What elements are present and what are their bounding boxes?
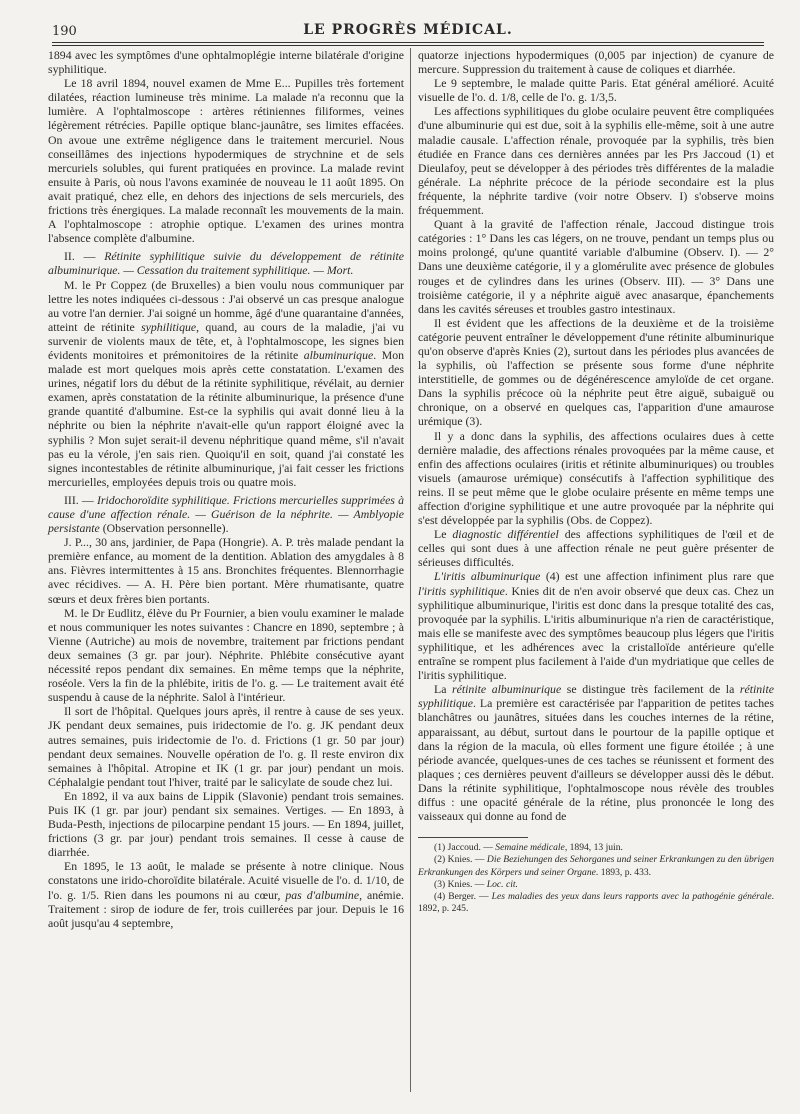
section-title: Iridochoroïdite syphilitique. Frictions mercurielles supprimées à cause d'une affection rénale. — Guérison de la néphrite. — Amblyopie persistante — [48, 492, 404, 536]
header-rule-double — [52, 45, 764, 46]
left-column — [48, 48, 404, 930]
section-title-tail: (Observation personnelle). — [99, 521, 229, 536]
paragraph: Le 18 avril 1894, nouvel examen de Mme E... Pupilles très fortement dilatées, réaction lumineuse très minime. La malade n'a reconnu que la lumière. A l'ophtalmoscope : artères rétiniennes filiformes, veines légèrement rétrécies. Papille optique blanc-jaunâtre, ses limites effacées. On avoue une extrême négligence dans le traitement mercuriel. Nous conseillâmes des injections hypodermiques de strychnine et de sels mercuriels solubles, qui furent pratiquées en province. La malade revint ensuite à Paris, où nous l'avons examinée de nouveau le 11 août 1895. On avait pratiqué, chez elle, en dehors des injections de sels mercuriels, des frictions très énergiques. La malade reconnaît les mouvements de la main. A l'ophtalmoscope : atrophie optique. L'examen des urines montra l'absence complète d'albumine. — [48, 76, 404, 246]
footnote: (3) Knies. — Loc. cit. — [434, 878, 518, 890]
paragraph: Les affections syphilitiques du globe oculaire peuvent être compliquées d'une albuminurie qui est due, soit à la syphilis elle-même, soit à une autre maladie causale. L'affection rénale, provoquée par la syphilis, très bien étudiée en France dans ces dernières années par les Prs Jaccoud (1) et Dieulafoy, peut se développer à des périodes très différentes de la maladie générale. La néphrite précoce de la période secondaire est la plus fréquente, la néphrite tardive (voir notre Observ. I) s'observe moins fréquemment. — [418, 104, 774, 218]
paragraph: La rétinite albuminurique se distingue très facilement de la rétinite syphilitique. La première est caractérisée par l'apparition de petites taches blanchâtres ou jaunâtres, situées dans les couches internes de la rétine, apparaissant, au début, surtout dans le pourtour de la papille optique et dans la région de la macula, où elles forment une figure étoilée ; à une période avancée, quelques-unes de ces taches se réunissent et forment des plaques ; ces dernières peuvent d'ailleurs se développer aussi dès le début. Dans la rétinite syphilitique, l'ophtalmoscope nous révèle des troubles diffus : une opacité générale de la rétine, plus prononcée le long des vaisseaux qui donne au fond de — [418, 682, 774, 824]
page-number: 190 — [52, 24, 77, 39]
paragraph: L'iritis albuminurique (4) est une affection infiniment plus rare que l'iritis syphilitique. Knies dit de n'en avoir observé que deux cas. Chez un syphilitique albuminurique, l'iritis est donc dans la presque totalité des cas, provoquée par la syphilis. L'iritis albuminurique n'a rien de caractéristique, mais elle se manifeste avec des symptômes beaucoup plus légers que l'iritis syphilitique, et les adhérences avec la cristalloïde antérieure qu'elle entraîne se rompent plus facilement à l'aide d'un mydriatique que celles de l'iritis syphilitique. — [418, 569, 774, 683]
paragraph: Le 9 septembre, le malade quitte Paris. Etat général amélioré. Acuité visuelle de l'o. d. 1/8, celle de l'o. g. 1/3,5. — [418, 76, 774, 105]
right-column — [418, 48, 774, 915]
footnote: (4) Berger. — Les maladies des yeux dans leurs rapports avec la pathogénie générale. 1892, p. 245. — [418, 890, 775, 915]
paragraph: En 1892, il va aux bains de Lippik (Slavonie) pendant trois semaines. Puis IK (1 gr. par jour) pendant six semaines. Vertiges. — En 1893, à Buda-Pesth, injections de pilocarpine pendant 15 jours. — En 1894, juillet, frictions (3 gr. par jour) pendant trois semaines. Il cesse à cause de diarrhée. — [48, 788, 404, 860]
paragraph: quatorze injections hypodermiques (0,005 par injection) de cyanure de mercure. Suppression du traitement à cause de coliques et diarrhée. — [418, 48, 774, 77]
column-divider — [410, 48, 411, 1092]
paragraph: Il sort de l'hôpital. Quelques jours après, il rentre à cause de ses yeux. JK pendant deux semaines, puis iridectomie de l'o. g. JK pendant deux autres semaines, puis iridectomie de l'o. d. Frictions (1 gr. 50 par jour) pendant deux semaines. Nouvelle opération de l'o. g. Il reste environ dix semaines à l'hôpital. Atropine et IK (1 gr. par jour) pendant un mois. Céphalalgie pendant tout l'hiver, traité par le salicylate de soude chez lui. — [48, 704, 404, 789]
section-number: II. — — [64, 249, 105, 264]
page-header — [52, 22, 764, 44]
paragraph: Il est évident que les affections de la deuxième et de la troisième catégorie peuvent entraîner le développement d'une rétinite albuminurique qu'on observe d'après Knies (2), surtout dans les périodes plus avancées de la syphilis, où l'affection se présente sous forme d'une néphrite interstitielle, de gommes ou de dégénérescence amyloïde de cet organe. Dans la syphilis précoce où la néphrite peut être aiguë, subaiguë ou chronique, on a observé en quelques cas, l'apparition d'une amaurose urémique (3). — [418, 315, 774, 429]
header-rule — [52, 42, 764, 43]
paragraph: Le diagnostic différentiel des affections syphilitiques de l'œil et de celles qui sont dues à une affection rénale ne peut guère présenter de sérieuses difficultés. — [418, 527, 774, 570]
section-heading-iii — [48, 493, 404, 535]
paragraph: M. le Pr Coppez (de Bruxelles) a bien voulu nous communiquer par lettre les notes indiquées ci-dessous : J'ai observé un cas presque analogue au votre l'an dernier. J'ai soigné un homme, âgé d'une quarantaine d'années, atteint de rétinite syphilitique, quand, au cours de la maladie, j'ai vu survenir de violents maux de tête, et, à l'ophtalmoscope, les signes bien évidents monitoires et prémonitoires de la rétinite albuminurique. Mon malade est mort quelques mois après cette constatation. L'examen des urines, négatif lors du début de la rétinite syphilitique, révélait, au dernier examen, après constatation de la rétinite albuminurique, la présence d'une grande quantité d'albumine. Est-ce la syphilis qui avait donné lieu à la néphrite ou bien la néphrite n'avait-elle qu'un rapport éloigné avec la syphilis ? Mon sujet serait-il devenu néphritique quand même, s'il n'avait pas eu la vérole, j'en sais rien. Quoiqu'il en soit, quand j'ai constaté les signes incontestables de rétinite albuminurique, j'ai fait cesser les frictions mercurielles, employées depuis trois ou quatre mois. — [48, 277, 405, 489]
paragraph: Il y a donc dans la syphilis, des affections oculaires dues à cette dernière maladie, des affections rénales provoquées par la même cause, et enfin des affections oculaires (iritis et rétinite albuminuriques) ou troubles visuels (amaurose urémique) consécutifs à l'affection syphilitique des reins. Il se peut même que le globe oculaire présente en même temps une affection d'origine syphilitique et une autre provoquée par la néphrite qui s'est développée par la syphilis (Obs. de Coppez). — [418, 428, 774, 528]
paragraph: Quant à la gravité de l'affection rénale, Jaccoud distingue trois catégories : 1° Dans les cas légers, on ne trouve, pendant un temps plus ou moins prolongé, qu'une quantité variable d'albumine (Observ. I). — 2° Dans une deuxième catégorie, il y a glomérulite avec présence de globules rouges et de cylindres dans les urines (Observ. III). — 3° Dans une troisième catégorie, il y a néphrite aiguë avec anasarque, épanchements dans les cavités séreuses et troubles gastro intestinaux. — [418, 217, 774, 316]
journal-title: LE PROGRÈS MÉDICAL. — [303, 22, 513, 38]
footnote-rule — [418, 837, 528, 838]
section-title: Rétinite syphilitique suivie du développement de rétinite albuminurique. — Cessation du traitement syphilitique. — Mort. — [48, 249, 404, 278]
section-number: III. — — [64, 492, 97, 507]
paragraph: 1894 avec les symptômes d'une ophtalmoplégie interne bilatérale d'origine syphilitique. — [48, 48, 404, 77]
paragraph: En 1895, le 13 août, le malade se présente à notre clinique. Nous constatons une irido-choroïdite bilatérale. Acuité visuelle de l'o. d. 1/10, de l'o. g. 1/5. Rien dans les poumons ni au cœur, pas d'albumine, anémie. Traitement : sirop de iodure de fer, trois cuillerées par jour. Depuis le 16 août jusqu'au 4 septembre, — [48, 859, 404, 930]
paragraph: J. P..., 30 ans, jardinier, de Papa (Hongrie). A. P. très malade pendant la première enfance, au moment de la dentition. Ablation des amygdales à 8 ans. Fièvres intermittentes à 15 ans. Bronchites fréquentes. Blennorrhagie avec récidives. — A. H. Père bien portant. Mère rhumatisante, quatre sœurs et deux frères bien portants. — [48, 535, 404, 606]
section-heading-ii — [48, 249, 404, 277]
footnote: (2) Knies. — Die Beziehungen des Sehorganes und seiner Erkrankungen zu den übrigen Erkrankungen des Körpers und seiner Organe. 1893, p. 433. — [418, 854, 774, 878]
paragraph: M. le Dr Eudlitz, élève du Pr Fournier, a bien voulu examiner le malade et nous communiquer les notes suivantes : Chancre en 1890, septembre ; à Vienne (Autriche) au mois de novembre, traitement par frictions pendant deux semaines (3 gr. par jour). Néphrite. Phlébite consécutive ayant nécessité repos pendant dix semaines. En même temps que la néphrite, roséole. Vers la fin de la phlébite, iritis de l'o. g. — Le traitement avait été suspendu à cause de la néphrite. Salol à l'intérieur. — [48, 605, 404, 705]
footnote: (1) Jaccoud. — Semaine médicale, 1894, 13 juin. — [434, 842, 623, 854]
footnotes — [418, 842, 774, 915]
